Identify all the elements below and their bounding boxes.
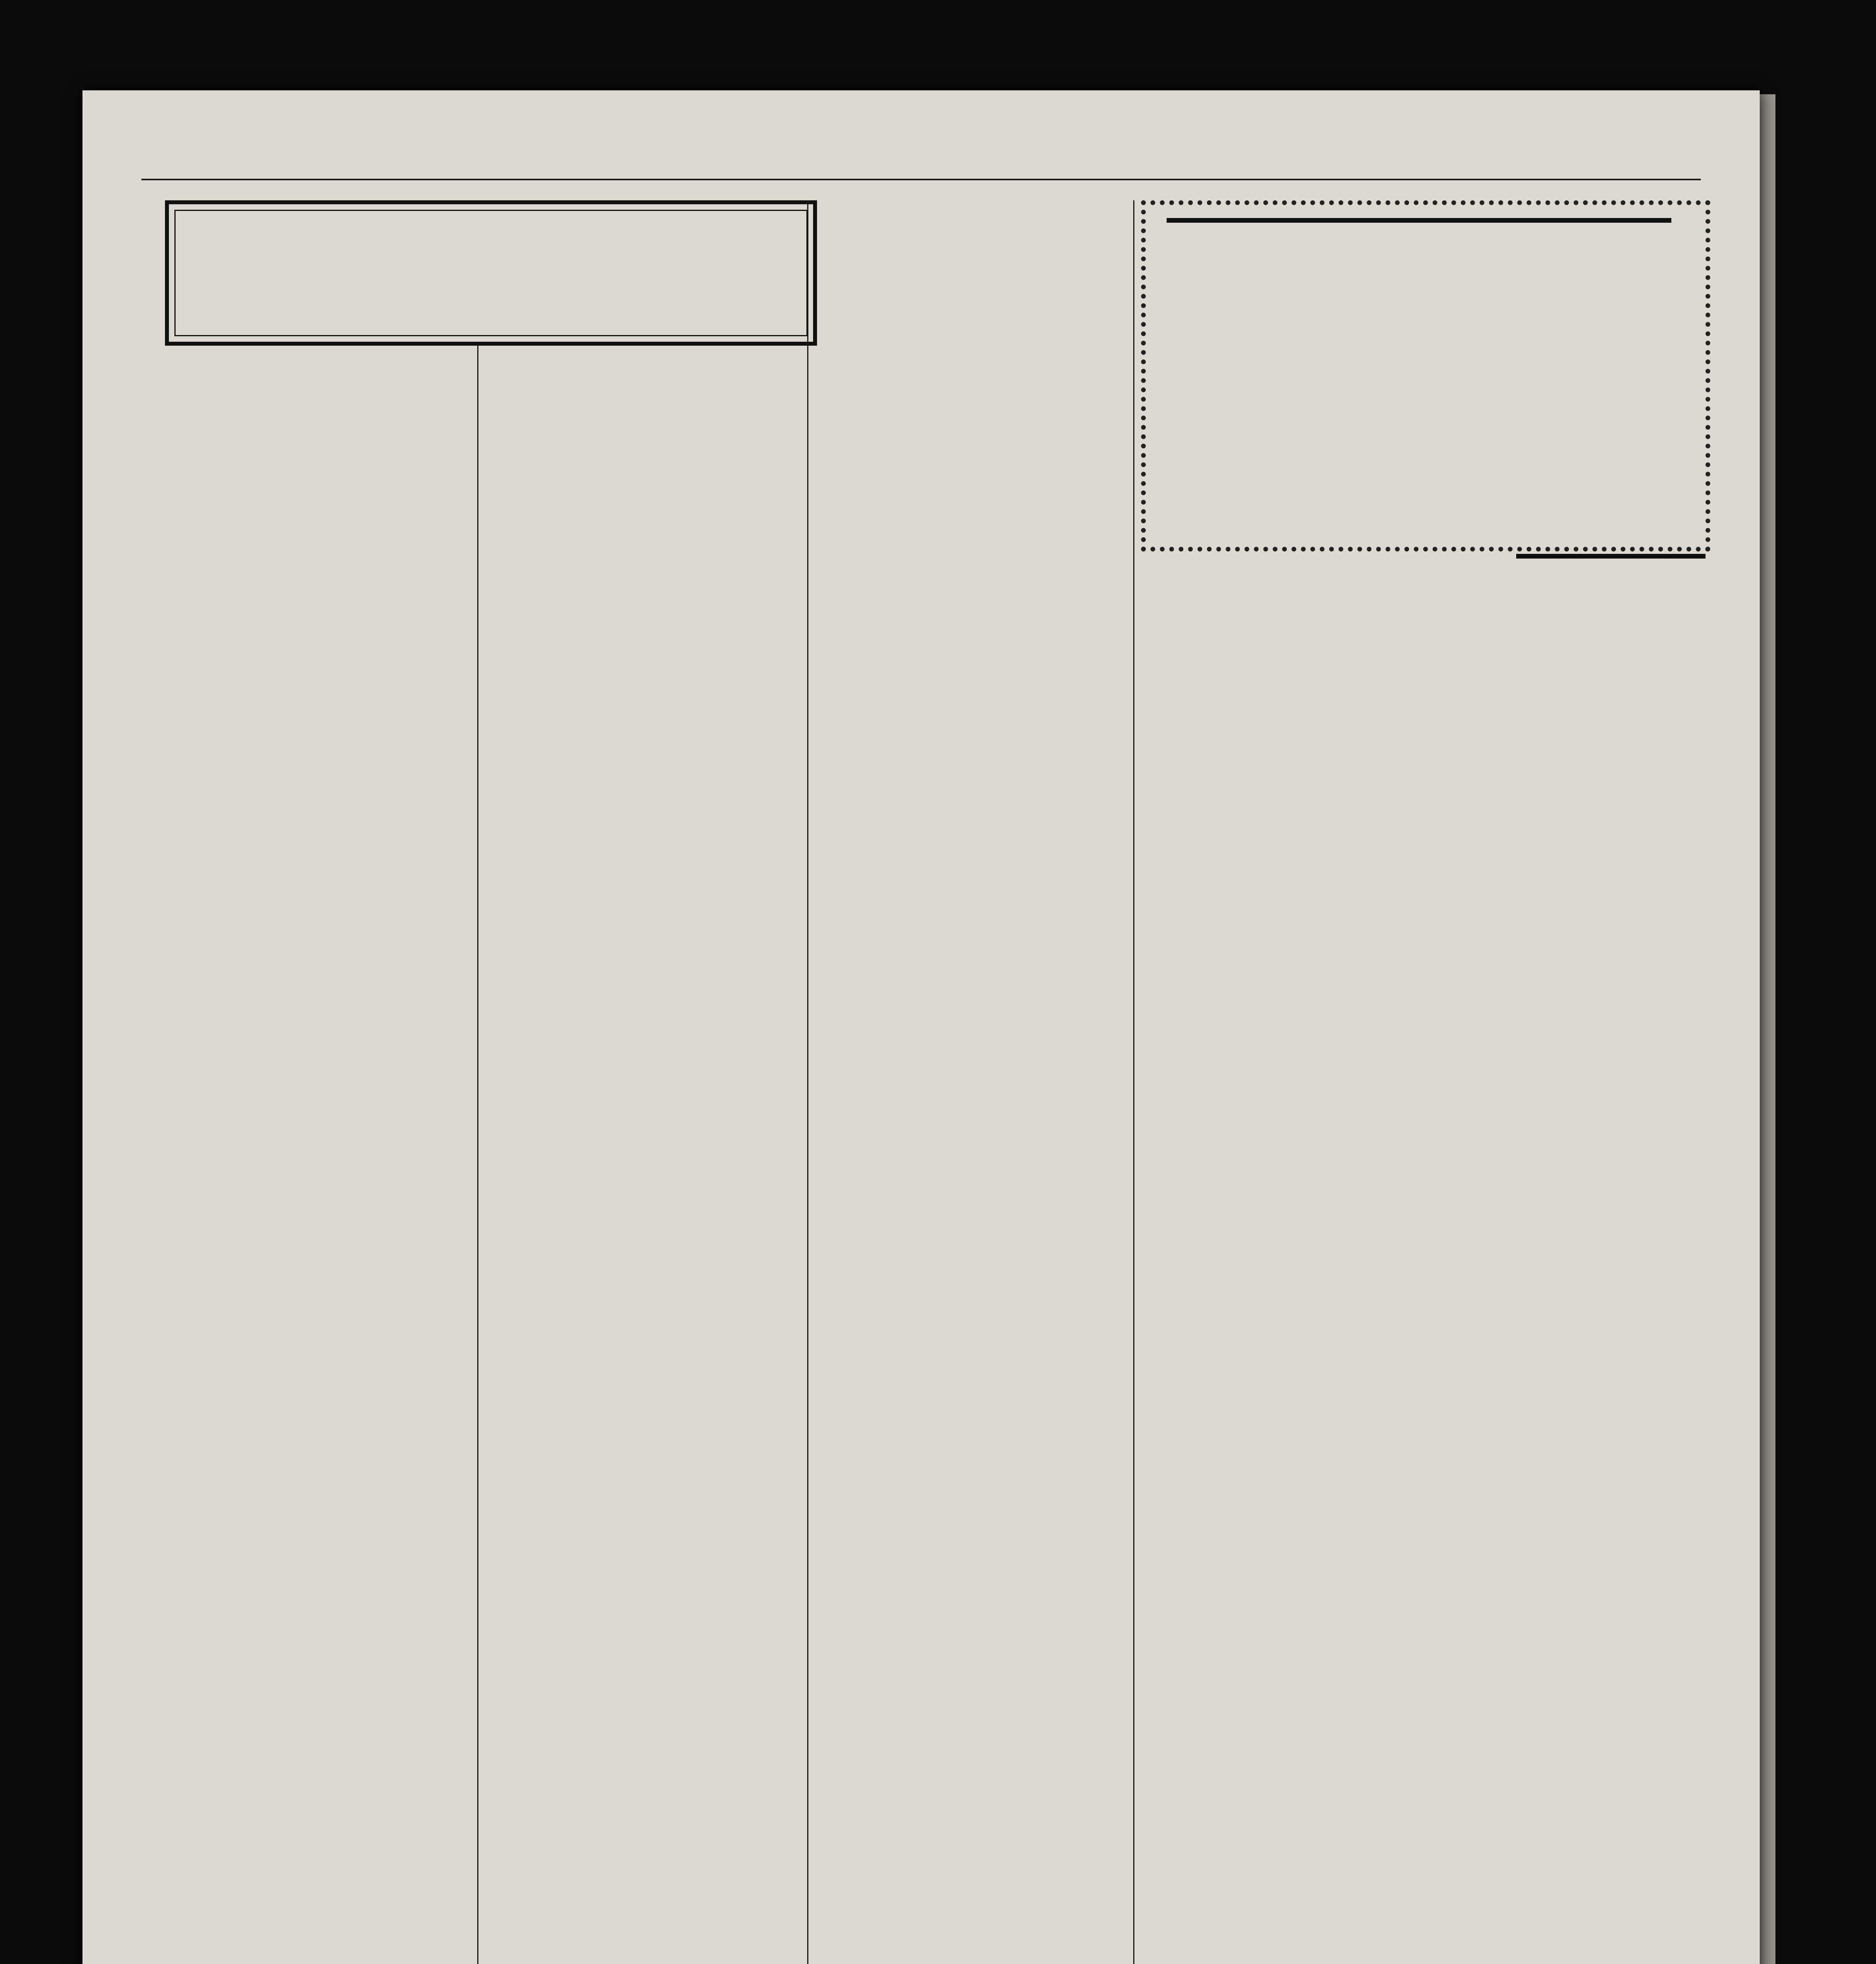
spacer: [1516, 554, 1706, 559]
column-three: [813, 204, 1127, 1964]
column-questions: [1308, 552, 1567, 1964]
paper-edge: [1760, 94, 1775, 1964]
header-rule: [141, 179, 1701, 180]
column-rule: [1133, 200, 1134, 1964]
county-banner: [165, 200, 817, 346]
column-rule: [477, 346, 478, 1964]
column-two: [483, 346, 801, 1964]
sewing-ad: [1151, 210, 1687, 528]
column-blackville: [165, 346, 471, 1964]
newspaper-page: [82, 90, 1760, 1964]
column-rule: [807, 200, 808, 1964]
